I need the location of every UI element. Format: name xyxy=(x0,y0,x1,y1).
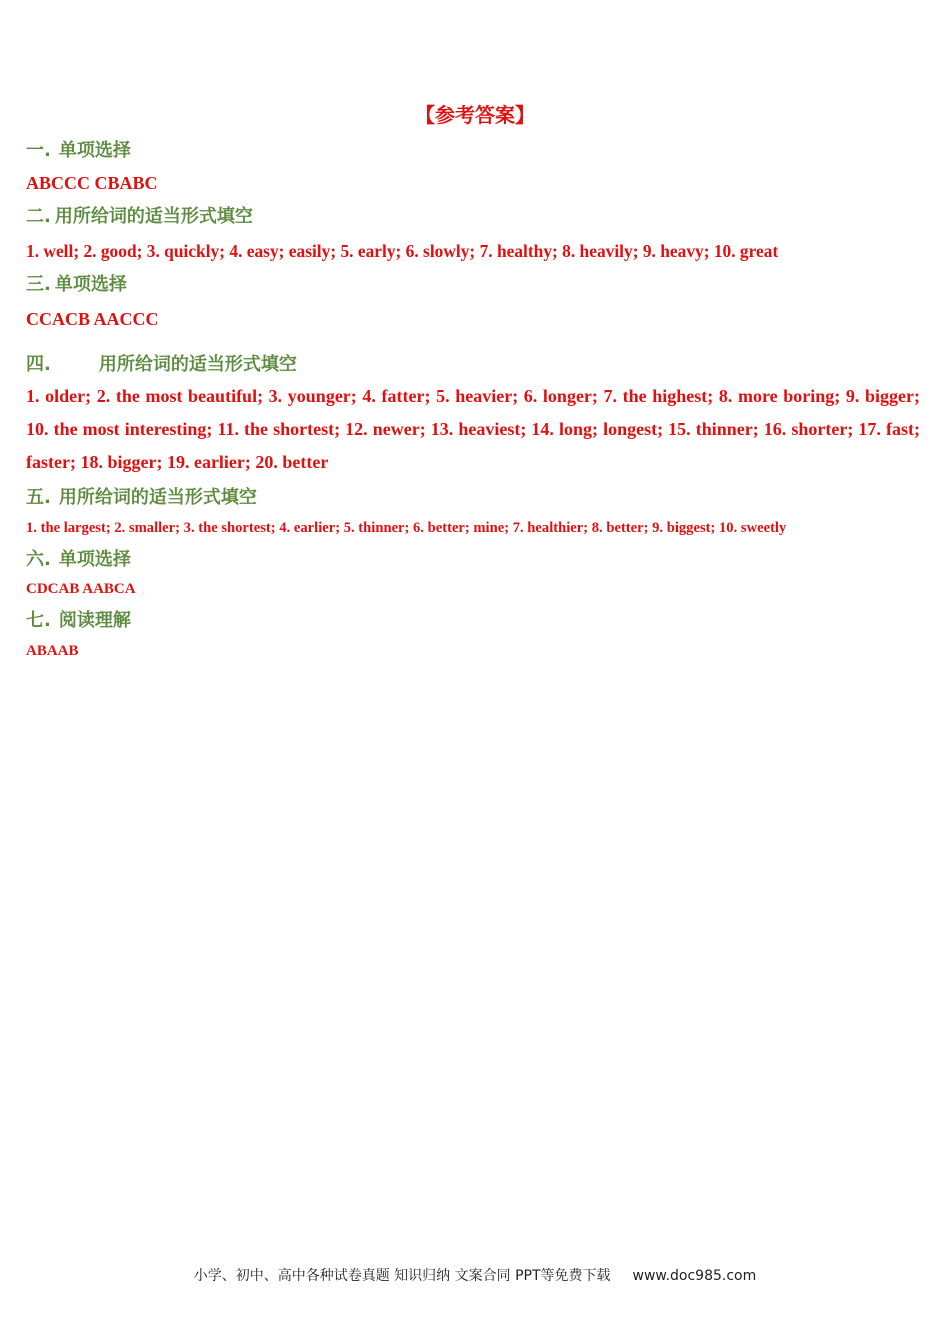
section-number: 六. xyxy=(26,549,51,570)
section-heading-1 xyxy=(26,139,131,163)
section-number: 七. xyxy=(26,610,51,631)
section-answer-5: 1. the largest; 2. smaller; 3. the shortest; 4. earlier; 5. thinner; 6. better; mine; 7. healthier; 8. better; 9. biggest; 10. sweetly xyxy=(26,520,787,536)
section-answer-6: CDCAB AABCA xyxy=(26,581,136,597)
section-heading-3 xyxy=(26,273,127,297)
section-title: 单项选择 xyxy=(58,140,131,161)
section-answer-2: 1. well; 2. good; 3. quickly; 4. easy; easily; 5. early; 6. slowly; 7. healthy; 8. heavily; 9. heavy; 10. great xyxy=(26,241,779,261)
section-heading-2 xyxy=(26,205,253,229)
section-answer-4: 1. older; 2. the most beautiful; 3. younger; 4. fatter; 5. heavier; 6. longer; 7. the highest; 8. more boring; 9. bigger; 10. the most interesting; 11. the shortest; 12. newer; 13. heaviest; 14. long; longest; 15. thinner; 16. shorter; 17. fast; faster; 18. bigger; 19. earlier; 20. better xyxy=(26,386,920,472)
section-number: 五. xyxy=(26,487,51,508)
section-number: 二. xyxy=(26,206,51,227)
footer-text: 小学、初中、高中各种试卷真题 知识归纳 文案合同 PPT等免费下载 xyxy=(193,1268,611,1284)
section-heading-5 xyxy=(26,486,257,510)
section-title: 单项选择 xyxy=(58,549,131,570)
section-heading-4 xyxy=(26,353,297,377)
section-number: 一. xyxy=(26,140,51,161)
section-heading-6 xyxy=(26,548,131,572)
page-footer xyxy=(0,1265,950,1287)
footer-site-link[interactable]: www.doc985.com xyxy=(632,1268,757,1284)
section-title: 用所给词的适当形式填空 xyxy=(54,206,253,227)
section-title: 阅读理解 xyxy=(58,610,131,631)
page-title: 【参考答案】 xyxy=(415,103,535,127)
section-title: 单项选择 xyxy=(54,274,127,295)
section-title: 用所给词的适当形式填空 xyxy=(58,487,257,508)
section-answer-7: ABAAB xyxy=(26,643,79,659)
section-answer-3: CCACB AACCC xyxy=(26,309,159,329)
section-title: 用所给词的适当形式填空 xyxy=(98,354,297,375)
section-answer-1: ABCCC CBABC xyxy=(26,173,158,193)
section-heading-7 xyxy=(26,609,131,633)
section-number: 三. xyxy=(26,274,51,295)
section-number: 四. xyxy=(26,354,51,375)
